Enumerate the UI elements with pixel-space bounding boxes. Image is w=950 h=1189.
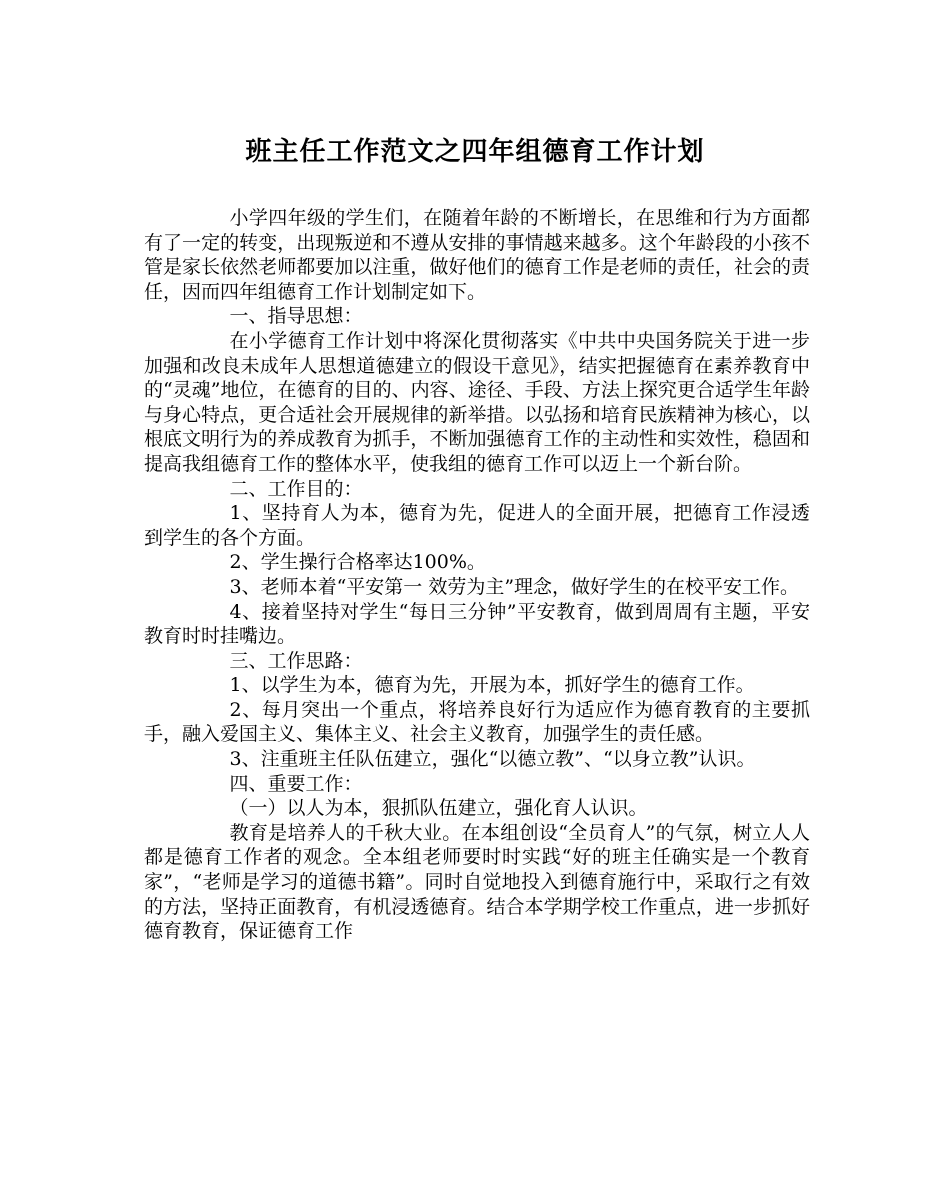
paragraph-education: 教育是培养人的千秋大业。在本组创设“全员育人”的气氛，树立人人都是德育工作者的观念。全本组老师要时时实践“好的班主任确实是一个教育家”，“老师是学习的道德书籍”。同时自觉地投入到德育施行中，采取行之有效的方法，坚持正面教育，有机浸透德育。结合本学期学校工作重点，进一步抓好德育教育，保证德育工作 [144,821,810,943]
section-heading-key-work: 四、重要工作： [229,772,363,795]
document-title: 班主任工作范文之四年组德育工作计划 [245,137,705,167]
document-body [144,206,810,944]
section-heading-guiding-thought: 一、指导思想： [229,305,363,328]
list-item-goal-4: 4、接着坚持对学生“每日三分钟”平安教育，做到周周有主题，平安教育时时挂嘴边。 [144,600,810,648]
section-heading-work-goals: 二、工作目的： [229,477,363,500]
paragraph-guiding-thought: 在小学德育工作计划中将深化贯彻落实《中共中央国务院关于进一步加强和改良未成年人思想道德建立的假设干意见》，结实把握德育在素养教育中的“灵魂”地位，在德育的目的、内容、途径、手段、方法上探究更合适学生年龄与身心特点，更合适社会开展规律的新举措。以弘扬和培育民族精神为核心，以根底文明行为的养成教育为抓手，不断加强德育工作的主动性和实效性，稳固和提高我组德育工作的整体水平，使我组的德育工作可以迈上一个新台阶。 [144,329,810,475]
list-item-goal-2: 2、学生操行合格率达100%。 [229,551,486,574]
list-item-goal-3: 3、老师本着“平安第一 效劳为主”理念，做好学生的在校平安工作。 [229,575,800,598]
subsection-heading-1: （一）以人为本，狠抓队伍建立，强化育人认识。 [229,797,648,820]
section-heading-work-approach: 三、工作思路： [229,649,363,672]
list-item-goal-1: 1、坚持育人为本，德育为先，促进人的全面开展，把德育工作浸透到学生的各个方面。 [144,502,810,549]
list-item-approach-2: 2、每月突出一个重点，将培养良好行为适应作为德育教育的主要抓手，融入爱国主义、集体主义、社会主义教育，加强学生的责任感。 [144,698,810,746]
list-item-approach-1: 1、以学生为本，德育为先，开展为本，抓好学生的德育工作。 [229,674,755,697]
list-item-approach-3: 3、注重班主任队伍建立，强化“以德立教”、“以身立教”认识。 [229,748,756,771]
paragraph-intro: 小学四年级的学生们，在随着年龄的不断增长，在思维和行为方面都有了一定的转变，出现叛逆和不遵从安排的事情越来越多。这个年龄段的小孩不管是家长依然老师都要加以注重，做好他们的德育工作是老师的责任，社会的责任，因而四年组德育工作计划制定如下。 [144,207,810,303]
